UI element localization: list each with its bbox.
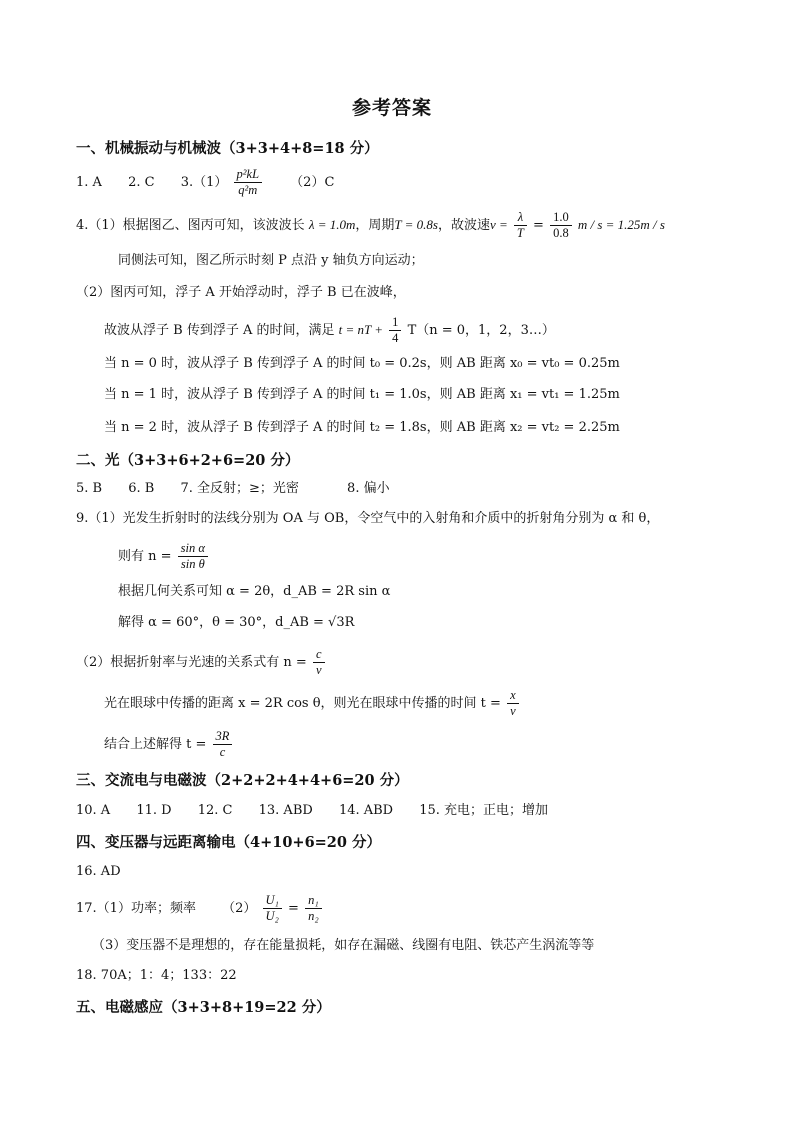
- section-heading-1: 一、机械振动与机械波（3+3+4+8=18 分）: [76, 140, 379, 157]
- equals: =: [533, 218, 544, 233]
- q9-line1: 9.（1）光发生折射时的法线分别为 OA 与 OB，令空气中的入射角和介质中的折射角分别为 α 和 θ，: [76, 511, 660, 526]
- section-heading-3: 三、交流电与电磁波（2+2+2+4+4+6=20 分）: [76, 772, 409, 789]
- answer-3-fraction: [234, 167, 263, 198]
- q9-line3: 根据几何关系可知 α = 2θ，d_AB = 2R sin α: [118, 584, 391, 599]
- denominator: q²m: [238, 183, 258, 197]
- numerator: 1.0: [550, 210, 572, 226]
- velocity-value: m / s = 1.25m / s: [577, 217, 665, 232]
- equals: =: [288, 901, 299, 916]
- denominator: T: [516, 226, 524, 240]
- answer-3-label: 3.（1）: [180, 175, 228, 190]
- 3R-over-c: [213, 729, 233, 760]
- denominator: n₂: [308, 909, 319, 923]
- answer-14: 14. ABD: [338, 803, 394, 818]
- answer-8: 8. 偏小: [347, 481, 390, 496]
- section-heading-4: 四、变压器与远距离输电（4+10+6=20 分）: [76, 834, 382, 851]
- text: 4.（1）根据图乙、图丙可知，该波波长: [76, 218, 305, 233]
- text: 则有 n =: [118, 549, 172, 564]
- q17-line1: [76, 890, 324, 928]
- section-heading-5: 五、电磁感应（3+3+8+19=22 分）: [76, 999, 331, 1016]
- wavelength: λ = 1.0m: [308, 217, 356, 232]
- denominator: sin θ: [180, 557, 205, 571]
- c-over-v: [313, 647, 325, 678]
- answer-7: 7. 全反射；≥；光密: [180, 481, 299, 496]
- q9-line2: [118, 538, 210, 576]
- q4-case-0: 当 n = 0 时，波从浮子 B 传到浮子 A 的时间 t₀ = 0.2s，则 AB 距离 x₀ = vt₀ = 0.25m: [104, 356, 620, 371]
- one-quarter: [389, 315, 401, 346]
- denominator: 4: [392, 331, 399, 345]
- text: （2）根据折射率与光速的关系式有 n =: [76, 655, 307, 670]
- answer-1: 1. A: [76, 175, 102, 190]
- q9-part2-line1: [76, 644, 327, 682]
- numerator: sin α: [178, 541, 208, 557]
- value-fraction: [550, 210, 572, 241]
- text: 光在眼球中传播的距离 x = 2R cos θ，则光在眼球中传播的时间 t =: [104, 696, 501, 711]
- q4-case-2: 当 n = 2 时，波从浮子 B 传到浮子 A 的时间 t₂ = 1.8s，则 AB 距离 x₂ = vt₂ = 2.25m: [104, 420, 620, 435]
- denominator: U₂: [265, 909, 279, 923]
- q9-part2-line3: [104, 726, 234, 764]
- section-heading-2: 二、光（3+3+6+2+6=20 分）: [76, 452, 300, 469]
- numerator: c: [313, 647, 325, 663]
- turns-ratio: [305, 893, 322, 924]
- answer-18: 18. 70A；1：4；133：22: [76, 968, 237, 983]
- time-equation: t = nT +: [338, 322, 384, 337]
- answer-15: 15. 充电；正电；增加: [419, 803, 549, 818]
- numerator: p²kL: [234, 167, 263, 183]
- numerator: U₁: [263, 893, 282, 909]
- answer-11: 11. D: [136, 803, 172, 818]
- q4-part2-line2: [104, 313, 555, 348]
- answer-2: 2. C: [128, 175, 155, 190]
- q4-line2: 同侧法可知，图乙所示时刻 P 点沿 y 轴负方向运动；: [118, 253, 424, 268]
- period: T = 0.8s: [394, 217, 438, 232]
- answer-5: 5. B: [76, 481, 103, 496]
- sin-ratio: [178, 541, 208, 572]
- answer-row-10-15: [76, 801, 548, 821]
- numerator: 3R: [213, 729, 233, 745]
- answer-row-1-3: [76, 166, 334, 200]
- answer-6: 6. B: [128, 481, 155, 496]
- answer-12: 12. C: [197, 803, 233, 818]
- denominator: v: [510, 704, 516, 718]
- q9-line4: 解得 α = 60°，θ = 30°，d_AB = √3R: [118, 615, 355, 630]
- answer-row-5-8: [76, 479, 390, 499]
- q4-part2-line1: （2）图丙可知，浮子 A 开始浮动时，浮子 B 已在波峰，: [76, 285, 406, 300]
- denominator: v: [315, 663, 322, 677]
- answer-16: 16. AD: [76, 864, 121, 879]
- text: ，周期: [355, 218, 395, 233]
- text: 结合上述解得 t =: [104, 737, 207, 752]
- numerator: λ: [514, 210, 527, 226]
- answer-13: 13. ABD: [258, 803, 313, 818]
- page-title: 参考答案: [352, 97, 433, 119]
- q4-case-1: 当 n = 1 时，波从浮子 B 传到浮子 A 的时间 t₁ = 1.0s，则 AB 距离 x₁ = vt₁ = 1.25m: [104, 387, 620, 402]
- x-over-v: [507, 688, 519, 719]
- text: （2）: [222, 901, 257, 916]
- q4-part1-line: [76, 208, 665, 243]
- answer-3-part2: （2）C: [290, 175, 335, 190]
- text: ，故波速: [437, 218, 490, 233]
- q9-part2-line2: [104, 685, 521, 723]
- q17-line3: （3）变压器不是理想的，存在能量损耗，如存在漏磁、线圈有电阻、铁芯产生涡流等等: [92, 938, 595, 953]
- voltage-ratio: [263, 893, 282, 924]
- velocity-symbol: v =: [489, 217, 508, 232]
- text: 17.（1）功率；频率: [76, 901, 196, 916]
- denominator: c: [219, 745, 226, 759]
- numerator: x: [507, 688, 519, 704]
- text: 故波从浮子 B 传到浮子 A 的时间，满足: [104, 323, 335, 338]
- denominator: 0.8: [553, 226, 569, 240]
- numerator: n₁: [305, 893, 322, 909]
- lambda-over-T: [514, 210, 527, 241]
- answer-10: 10. A: [76, 803, 111, 818]
- text: T（n = 0，1，2，3…）: [407, 323, 555, 338]
- numerator: 1: [389, 315, 401, 331]
